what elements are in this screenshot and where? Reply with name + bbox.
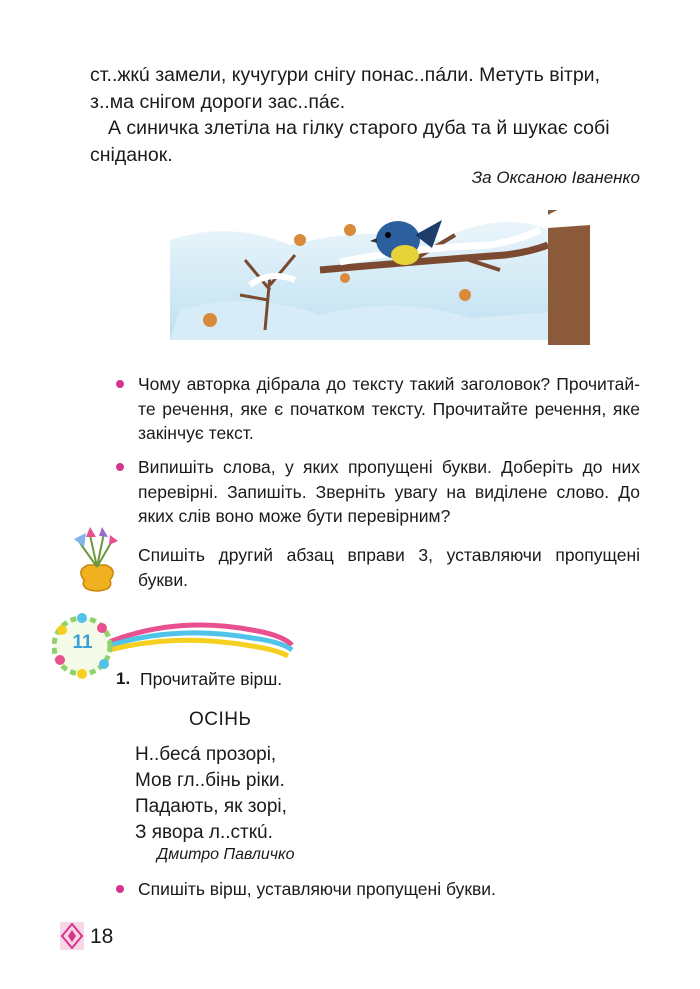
poem-line-4: З явора л..сткú. <box>135 822 273 843</box>
poem-title: ОСІНЬ <box>189 709 252 730</box>
lesson-number: 11 <box>72 632 93 653</box>
bullet-icon <box>116 885 124 893</box>
text-line-3: А синичка злетіла на гілку старого дуба та й шукає собі <box>108 117 610 139</box>
text-author: За Оксаною Іваненко <box>471 168 640 187</box>
flower-vase-icon <box>66 525 128 593</box>
poem-line-2: Мов гл..бінь ріки. <box>135 770 285 791</box>
poem-line-1: Н..бесá прозорі, <box>135 744 277 765</box>
bullet-icon <box>116 463 124 471</box>
bullet-icon <box>116 380 124 388</box>
instruction-text: Прочитайте вірш. <box>140 669 283 689</box>
winter-bird-illustration <box>170 200 590 345</box>
ornament-icon <box>60 922 84 950</box>
task-question-1: Чому авторка дібрала до тексту такий заголовок? Прочитай-те речення, яке є початком тексту. Прочитайте речення, яке закінчує текст. <box>138 374 640 443</box>
text-line-2: з..ма снігом дороги зас..пáє. <box>90 91 346 113</box>
task-question-3: Спишіть другий абзац вправи 3, уставляючи пропущені букви. <box>138 545 640 590</box>
text-line-4: сніданок. <box>90 144 173 166</box>
task-question-2: Випишіть слова, у яких пропущені букви. Доберіть до них перевірні. Запишіть. Зверніть увагу на виділене слово. До яких слів воно може бути перевірним? <box>138 457 640 526</box>
poem-author: Дмитро Павличко <box>157 846 295 863</box>
page-number: 18 <box>90 925 114 948</box>
item-number: 1. <box>116 669 131 688</box>
poem-line-3: Падають, як зорі, <box>135 796 287 817</box>
final-task: Спишіть вірш, уставляючи пропущені букви. <box>138 879 496 899</box>
text-line-1: ст..жкú замели, кучугури снігу понас..пáли. Метуть вітри, <box>90 64 600 86</box>
